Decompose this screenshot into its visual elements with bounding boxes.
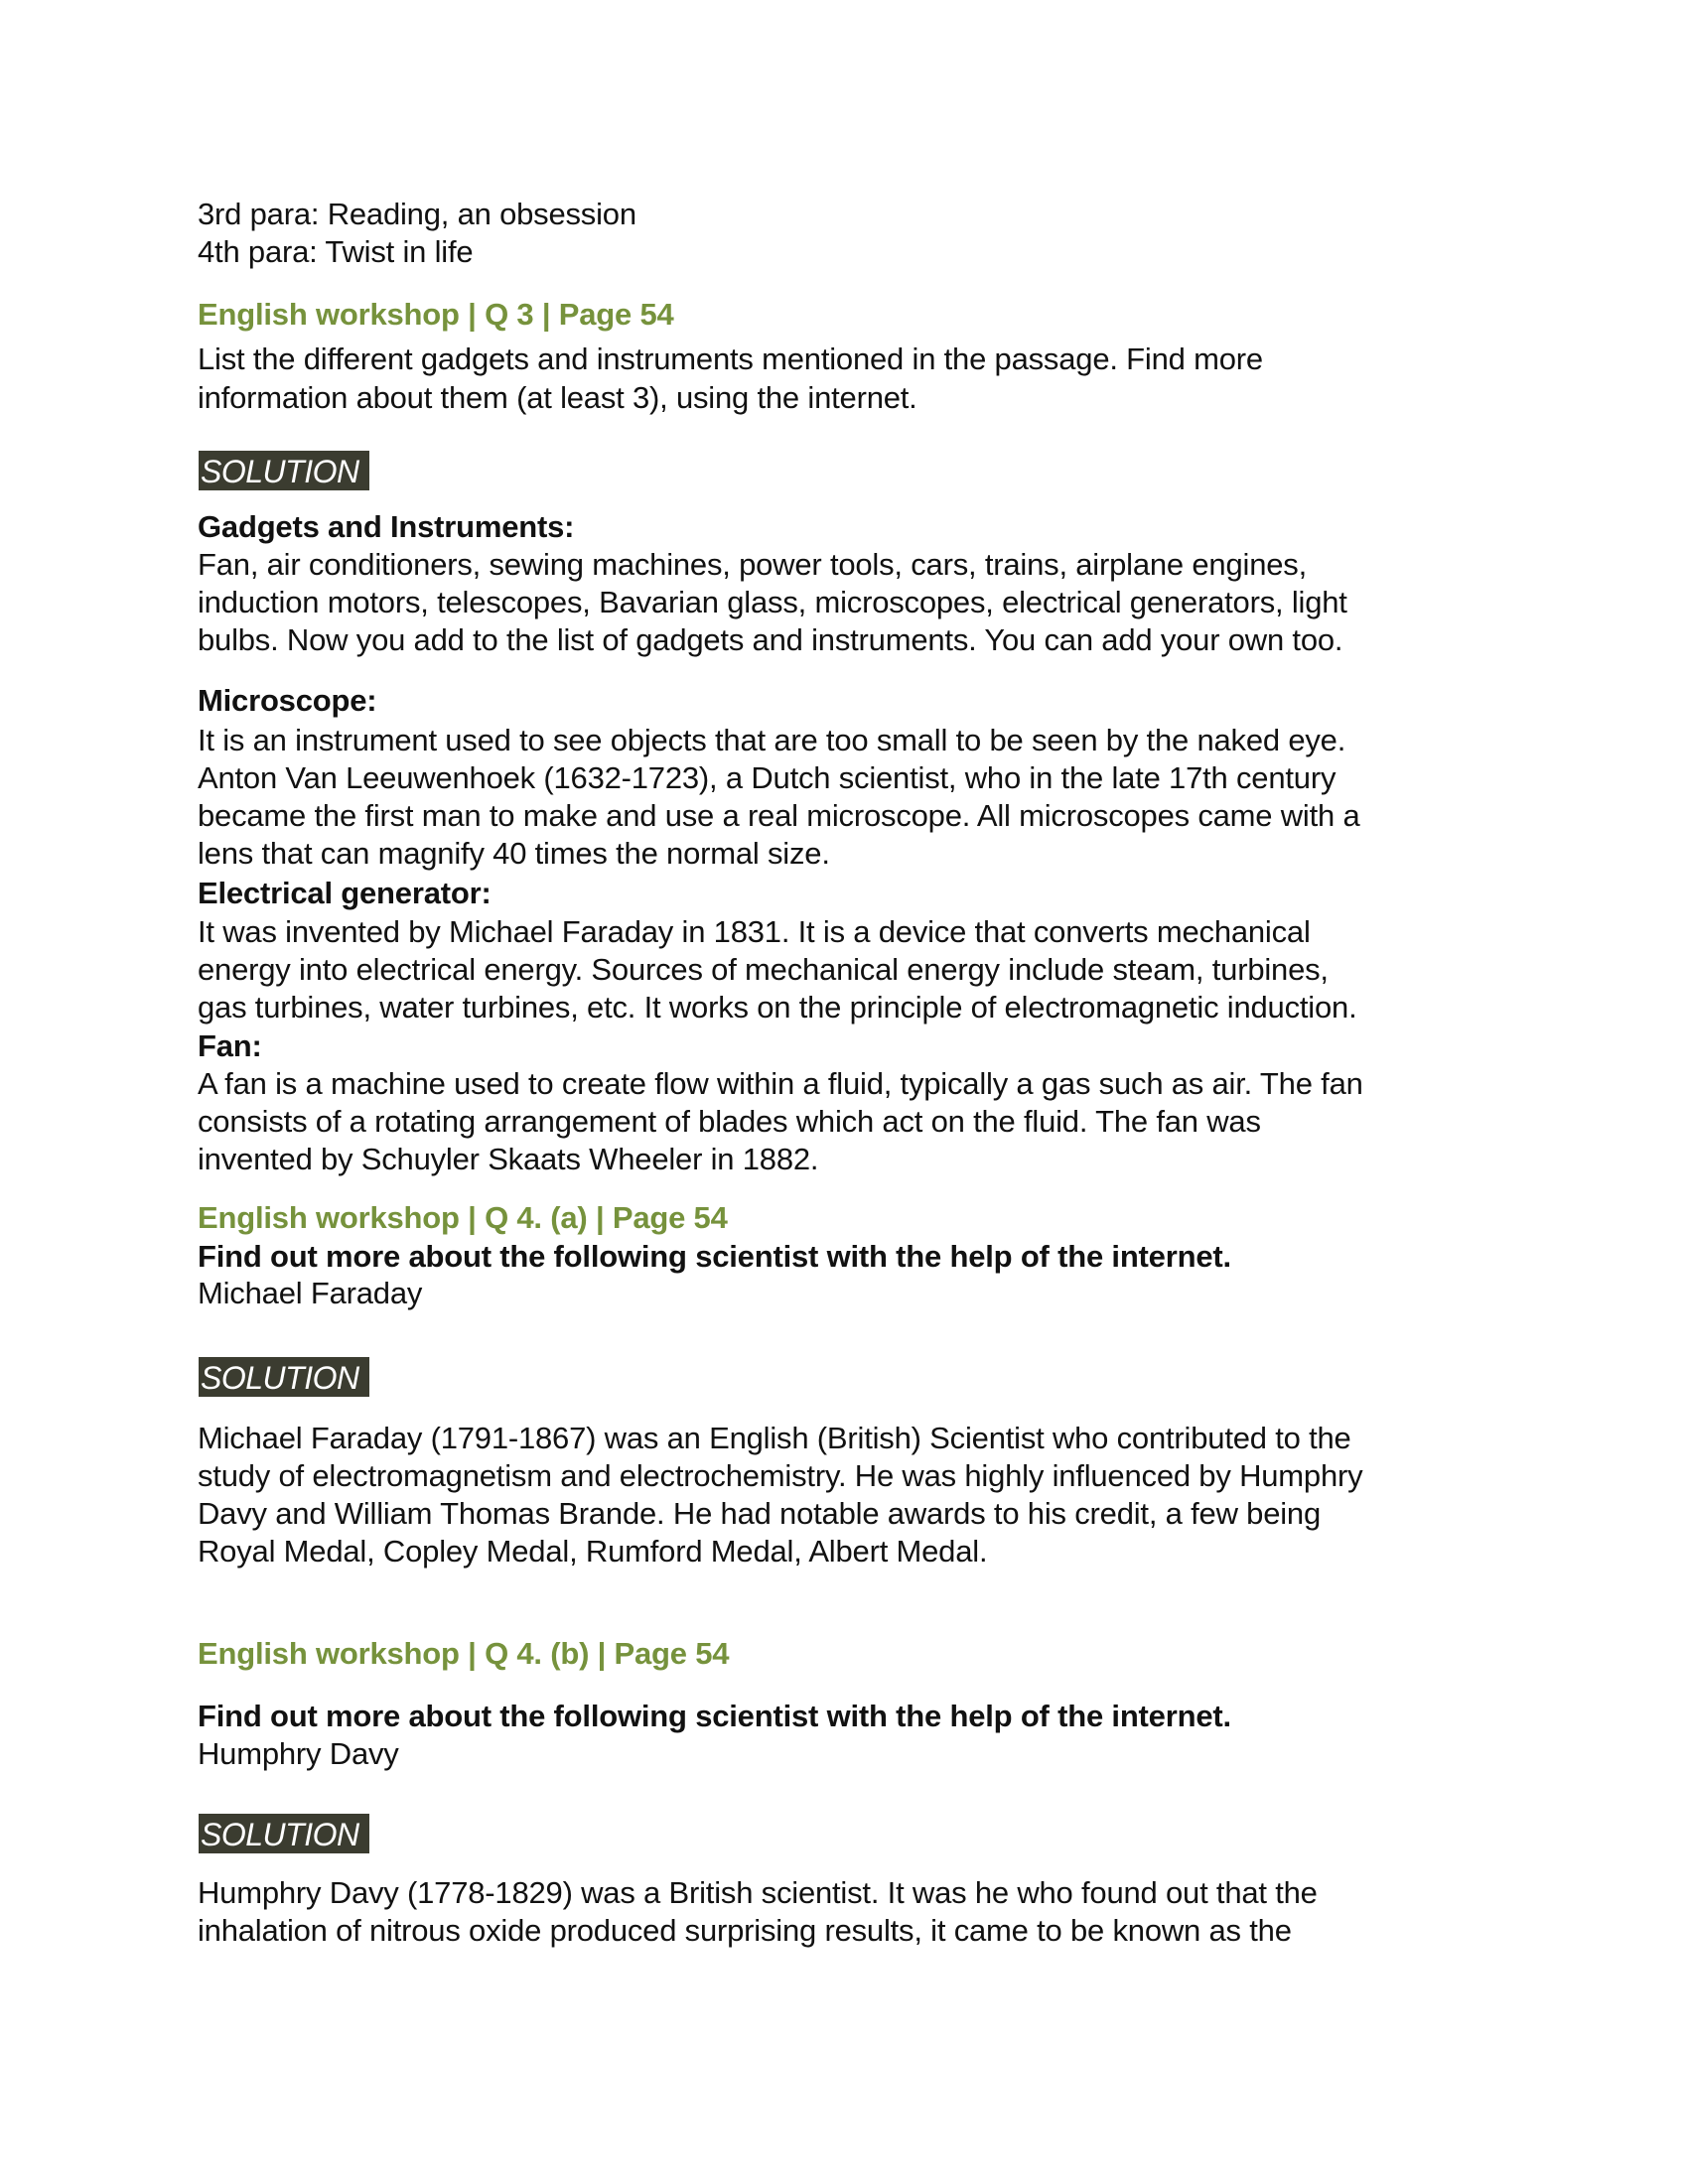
text-line: It is an instrument used to see objects that are too small to be seen by the naked eye.	[198, 723, 1346, 757]
text-line: consists of a rotating arrangement of blades which act on the fluid. The fan was	[198, 1104, 1261, 1139]
text-line: gas turbines, water turbines, etc. It works on the principle of electromagnetic induction.	[198, 990, 1357, 1024]
solution-label: SOLUTION	[199, 1357, 369, 1397]
generator-title: Electrical generator:	[198, 876, 492, 910]
text-line: Michael Faraday (1791-1867) was an English (British) Scientist who contributed to the	[198, 1421, 1351, 1455]
solution-label: SOLUTION	[199, 451, 369, 490]
intro-line: 4th para: Twist in life	[198, 234, 474, 269]
q4a-subject: Michael Faraday	[198, 1276, 423, 1310]
q4a-heading: English workshop | Q 4. (a) | Page 54	[198, 1200, 728, 1235]
q4b-subject: Humphry Davy	[198, 1736, 399, 1771]
text-line: Anton Van Leeuwenhoek (1632-1723), a Dutch scientist, who in the late 17th century	[198, 760, 1336, 795]
solution-label: SOLUTION	[199, 1814, 369, 1853]
q4b-answer	[198, 1874, 1318, 1950]
intro-line: 3rd para: Reading, an obsession	[198, 197, 636, 231]
fan-title: Fan:	[198, 1028, 262, 1063]
text-line: inhalation of nitrous oxide produced surprising results, it came to be known as the	[198, 1913, 1292, 1948]
intro-outline	[198, 196, 636, 271]
q4b-question: Find out more about the following scientist with the help of the internet.	[198, 1699, 1231, 1733]
text-line: It was invented by Michael Faraday in 1831. It is a device that converts mechanical	[198, 914, 1311, 949]
text-line: became the first man to make and use a real microscope. All microscopes came with a	[198, 798, 1360, 833]
text-line: induction motors, telescopes, Bavarian glass, microscopes, electrical generators, light	[198, 585, 1347, 619]
microscope-text	[198, 722, 1360, 873]
fan-text	[198, 1065, 1363, 1178]
gadgets-title: Gadgets and Instruments:	[198, 509, 575, 544]
text-line: Fan, air conditioners, sewing machines, power tools, cars, trains, airplane engines,	[198, 547, 1307, 582]
q3-heading: English workshop | Q 3 | Page 54	[198, 297, 674, 332]
text-line: energy into electrical energy. Sources of mechanical energy include steam, turbines,	[198, 952, 1329, 987]
q4b-heading: English workshop | Q 4. (b) | Page 54	[198, 1636, 730, 1671]
text-line: bulbs. Now you add to the list of gadgets and instruments. You can add your own too.	[198, 622, 1343, 657]
text-line: Davy and William Thomas Brande. He had notable awards to his credit, a few being	[198, 1496, 1322, 1531]
gadgets-text	[198, 546, 1347, 659]
q3-question	[198, 341, 1263, 417]
question-line: information about them (at least 3), using the internet.	[198, 380, 917, 415]
generator-text	[198, 913, 1357, 1026]
text-line: Humphry Davy (1778-1829) was a British scientist. It was he who found out that the	[198, 1875, 1318, 1910]
microscope-title: Microscope:	[198, 683, 377, 718]
text-line: invented by Schuyler Skaats Wheeler in 1882.	[198, 1142, 819, 1176]
text-line: Royal Medal, Copley Medal, Rumford Medal, Albert Medal.	[198, 1534, 988, 1569]
text-line: A fan is a machine used to create flow within a fluid, typically a gas such as air. The fan	[198, 1066, 1363, 1101]
text-line: lens that can magnify 40 times the normal size.	[198, 836, 830, 871]
q4a-question: Find out more about the following scientist with the help of the internet.	[198, 1239, 1231, 1274]
q4a-answer	[198, 1420, 1362, 1570]
text-line: study of electromagnetism and electrochemistry. He was highly influenced by Humphry	[198, 1458, 1363, 1493]
question-line: List the different gadgets and instruments mentioned in the passage. Find more	[198, 341, 1263, 376]
